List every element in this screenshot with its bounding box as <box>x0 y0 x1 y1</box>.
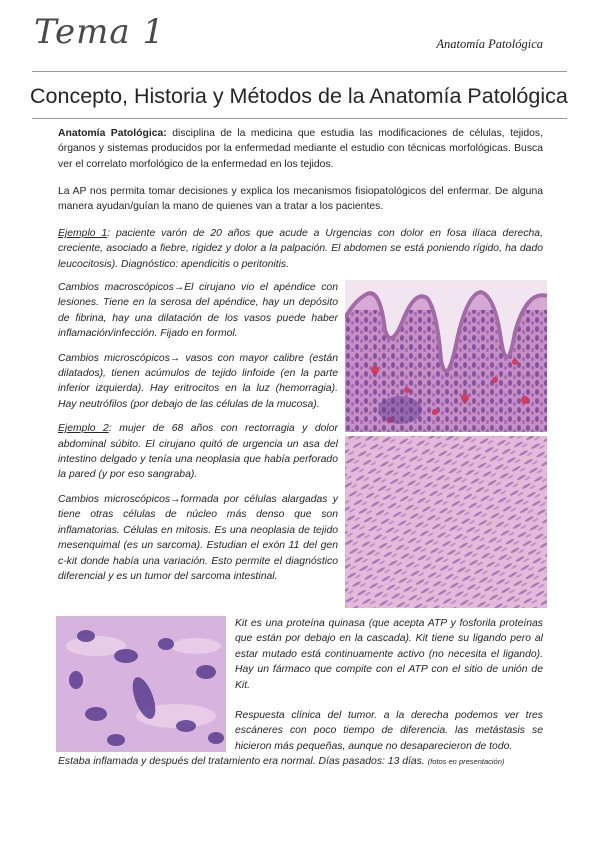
respuesta-tail: Estaba inflamada y después del tratamiento era normal. Días pasados: 13 días. <box>58 756 425 767</box>
macro-text: Cambios macroscópicos→El cirujano vio el apéndice con lesiones. Tiene en la serosa del apéndice, hay un depósito de fibrina, hay una dilatación de los vasos puede haber inflamación/infección. Fijado en formol. <box>58 282 338 340</box>
kit-paragraph <box>235 616 543 693</box>
micro1-text: Cambios microscópicos→ vasos con mayor calibre (están dilatados), tienen acúmulos de tejido linfoide (en la parte inferior izquierda). Hay eritrocitos en la luz (hemorragia). Hay neutrófilos (por debajo de las células de la mucosa). <box>58 352 338 410</box>
ap-paragraph <box>58 184 543 215</box>
intro-term: Anatomía Patológica: <box>58 128 167 139</box>
respuesta-lines-visual: Respuesta clínica del tumor. a la derecha podemos ver tres escáneres con poco tiempo de diferencia. las metástasis se hicieron más pequeñas, aunque no desaparecieron de todo. <box>235 710 543 752</box>
title-divider <box>32 118 567 119</box>
chapter-heading: Tema 1 <box>34 12 166 52</box>
ejemplo2-label: Ejemplo 2 <box>58 423 109 435</box>
intro-definition: disciplina de la medicina que estudia las modificaciones de células, tejidos, órganos y sistemas producidos por la enfermedad mediante el estudio con técnicas morfológicas. Busca ver el correlato morfológico de la enfermedad en los tejidos. <box>58 128 543 170</box>
header-divider <box>32 71 567 72</box>
sarcoma-histology-image <box>345 436 547 608</box>
photo-note: (fotos en presentación) <box>427 757 505 766</box>
ejemplo1-paragraph <box>58 226 543 272</box>
left-column <box>58 280 338 584</box>
page-title: Concepto, Historia y Métodos de la Anatomía Patológica <box>30 84 568 108</box>
appendix-histology-image <box>345 280 547 432</box>
intro-paragraph <box>58 126 543 172</box>
ejemplo1-text: : paciente varón de 20 años que acude a Urgencias con dolor en fosa ilíaca derecha, creciente, asociado a fiebre, rigidez y dolor a la palpación. El abdomen se está poniendo rígido, ha dado leucocitosis). Diagnóstico: apendicitis o peritonitis. <box>58 228 543 270</box>
micro2-text: Cambios microscópicos→formada por células alargadas y tiene otras células de núcleo más denso que son inflamatorias. Células en mitosis. Es una neoplasia de tejido mesenquimal (es un sarcoma). Estudian el exón 11 del gen c-kit donde había una variación. Esto permite el diagnóstico diferencial y es un tumor del sarcoma intestinal. <box>58 493 338 582</box>
kit-text: Kit es una proteína quinasa (que acepta ATP y fosforila proteínas que están por debajo en la cascada). Kit tiene su ligando pero al estar mutado está continuamente activo (no necesita el ligando). Hay un fármaco que compite con el ATP con el sitio de unión de Kit. <box>235 618 543 691</box>
respuesta-paragraph-top <box>235 708 543 754</box>
subject-label: Anatomía Patológica <box>436 37 543 51</box>
respuesta-paragraph-bottom <box>58 754 543 769</box>
ejemplo2-text: : mujer de 68 años con rectorragia y dolor abdominal súbito. El cirujano quitó de urgencia un asa del intestino delgado y tenía una neoplasia que había perforado la pared (y por eso sangraba). <box>58 423 338 481</box>
mitosis-histology-image <box>56 616 226 752</box>
ejemplo1-label: Ejemplo 1 <box>58 228 108 239</box>
ap-text: La AP nos permita tomar decisiones y explica los mecanismos fisiopatológicos del enfermar. De alguna manera ayudan/guían la mano de quienes van a tratar a los pacientes. <box>58 186 543 213</box>
